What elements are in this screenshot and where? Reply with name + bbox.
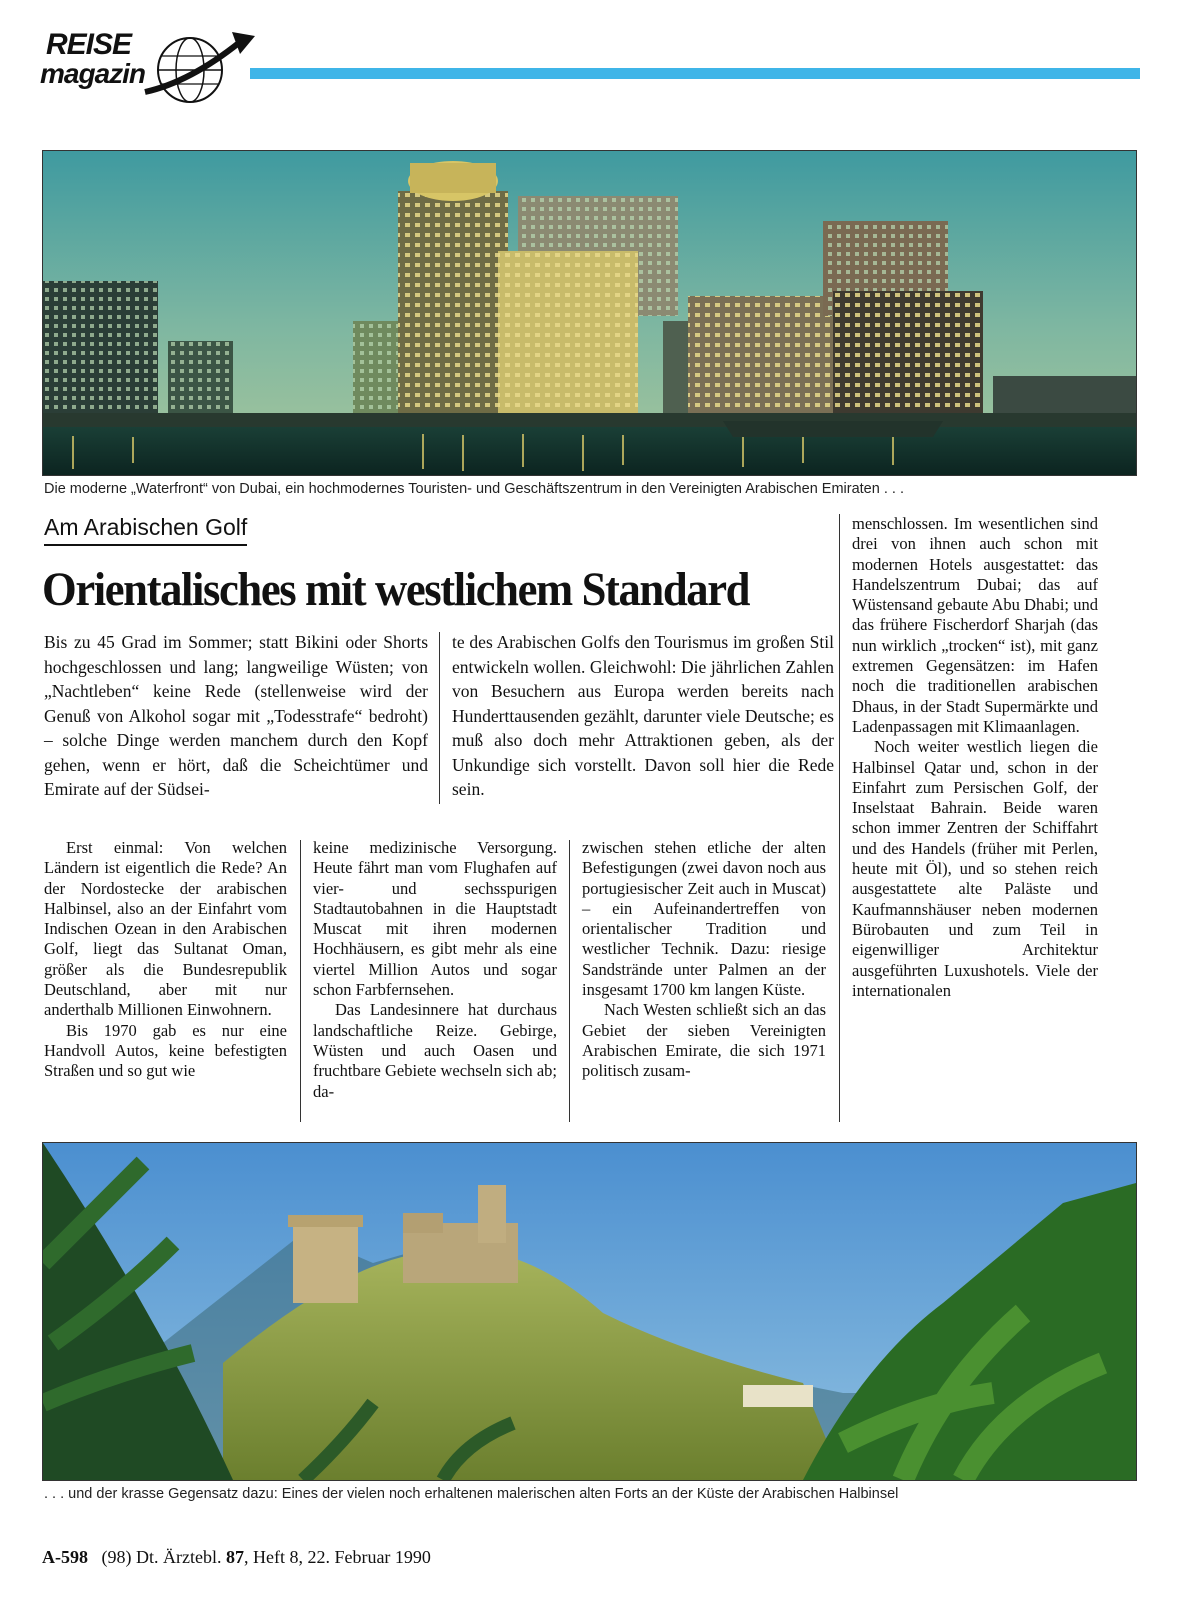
logo-line-2: magazin (40, 58, 146, 89)
photo-dubai-waterfront (42, 150, 1137, 476)
body-column-3 (582, 838, 826, 1082)
article-headline: Orientalisches mit westlichem Standard (42, 563, 750, 616)
paragraph: Noch weiter westlich liegen die Halbinsel Qatar und, schon in der Einfahrt zum Persischen Golf, der Inselstaat Bahrain. Beide waren schon immer Zentren der Schiffahrt und des Handels (früher mit Perlen, heute mit Öl), und so stehen reich ausgestattete alte Paläste und Kaufmannshäuser neben modernen Bürobauten und zum Teil in eigenwilliger Architektur ausgeführten Luxushotels. Viele der internationalen (852, 737, 1098, 1000)
lead-divider (439, 632, 440, 804)
column-divider (839, 514, 840, 1122)
article-kicker: Am Arabischen Golf (44, 514, 247, 546)
lead-right: te des Arabischen Golfs den Tourismus im großen Stil entwickeln wollen. Gleichwohl: Die jährlichen Zahlen von Besuchern aus Europa werden bereits nach Hunderttausenden gezählt, darunter viele Deutsche; es muß also doch mehr Attraktionen geben, als der Unkundige sich vorstellt. Davon soll hier die Rede sein. (452, 632, 834, 799)
column-divider (300, 840, 301, 1122)
body-column-4 (852, 514, 1098, 1001)
citation-issue: , Heft 8, 22. Februar 1990 (243, 1547, 431, 1567)
paragraph: menschlossen. Im wesentlichen sind drei von ihnen auch schon mit modernen Hotels ausgestattet: das Handelszentrum Dubai; das auf Wüstensand gebaute Abu Dhabi; und das frühere Fischerdorf Sharjah (das nun wirklich „trocken“ ist), mit ganz extremen Gegensätzen: im Hafen noch die traditionellen arabischen Dhaus, in der Stadt Supermärkte und Ladenpassagen mit Klimaanlagen. (852, 514, 1098, 736)
paragraph: Erst einmal: Von welchen Ländern ist eigentlich die Rede? An der Nordostecke der arabischen Halbinsel, also an der Einfahrt vom Indischen Ozean in den Arabischen Golf, liegt das Sultanat Oman, größer als die Bundesrepublik Deutschland, aber mit nur anderthalb Millionen Einwohnern. (44, 838, 287, 1020)
paragraph: keine medizinische Versorgung. Heute fährt man vom Flughafen auf vier- und sechsspurigen Stadtautobahnen in die Hauptstadt Muscat mit ihren modernen Hochhäusern, es gibt mehr als eine viertel Million Autos und sogar schon Farbfernsehen. (313, 838, 557, 1000)
paragraph: Nach Westen schließt sich an das Gebiet der sieben Vereinigten Arabischen Emirate, die sich 1971 politisch zusam- (582, 1000, 826, 1081)
lead-left: Bis zu 45 Grad im Sommer; statt Bikini oder Shorts hochgeschlossen und lang; langweilige Wüsten; von „Nachtleben“ keine Rede (stellenweise wird der Genuß von Alkohol sogar mit „Todesstrafe“ bedroht) – solche Dinge werden manchem durch den Kopf gehen, wenn er hört, daß die Scheichtümer und Emirate auf der Südsei- (44, 632, 428, 799)
citation-journal: (98) Dt. Ärztebl. (101, 1547, 222, 1567)
body-column-1 (44, 838, 287, 1082)
body-column-2 (313, 838, 557, 1102)
column-divider (569, 840, 570, 1122)
header-accent-bar (250, 68, 1140, 79)
logo-line-1: REISE (46, 28, 132, 61)
photo-arabian-fort (42, 1142, 1137, 1481)
page-footer (42, 1547, 431, 1568)
paragraph: Bis 1970 gab es nur eine Handvoll Autos, keine befestigten Straßen und so gut wie (44, 1020, 287, 1081)
citation-volume: 87 (225, 1547, 244, 1567)
paragraph: zwischen stehen etliche der alten Befestigungen (zwei davon noch aus portugiesischer Zeit auch in Muscat) – ein Aufeinandertreffen von orientalischer Tradition und westlicher Technik. Dazu: riesige Sandstrände unter Palmen an der insgesamt 1700 km langen Küste. (582, 838, 826, 1000)
photo-caption-bottom: . . . und der krasse Gegensatz dazu: Eines der vielen noch erhaltenen malerischen alten Forts an der Küste der Arabischen Halbinsel (44, 1486, 899, 1502)
page-number: A-598 (42, 1547, 88, 1567)
photo-caption-top: Die moderne „Waterfront“ von Dubai, ein hochmodernes Touristen- und Geschäftszentrum in den Vereinigten Arabischen Emiraten . . . (44, 481, 904, 497)
paragraph: Das Landesinnere hat durchaus landschaftliche Reize. Gebirge, Wüsten und auch Oasen und fruchtbare Gebiete wechseln sich ab; da- (313, 1000, 557, 1101)
